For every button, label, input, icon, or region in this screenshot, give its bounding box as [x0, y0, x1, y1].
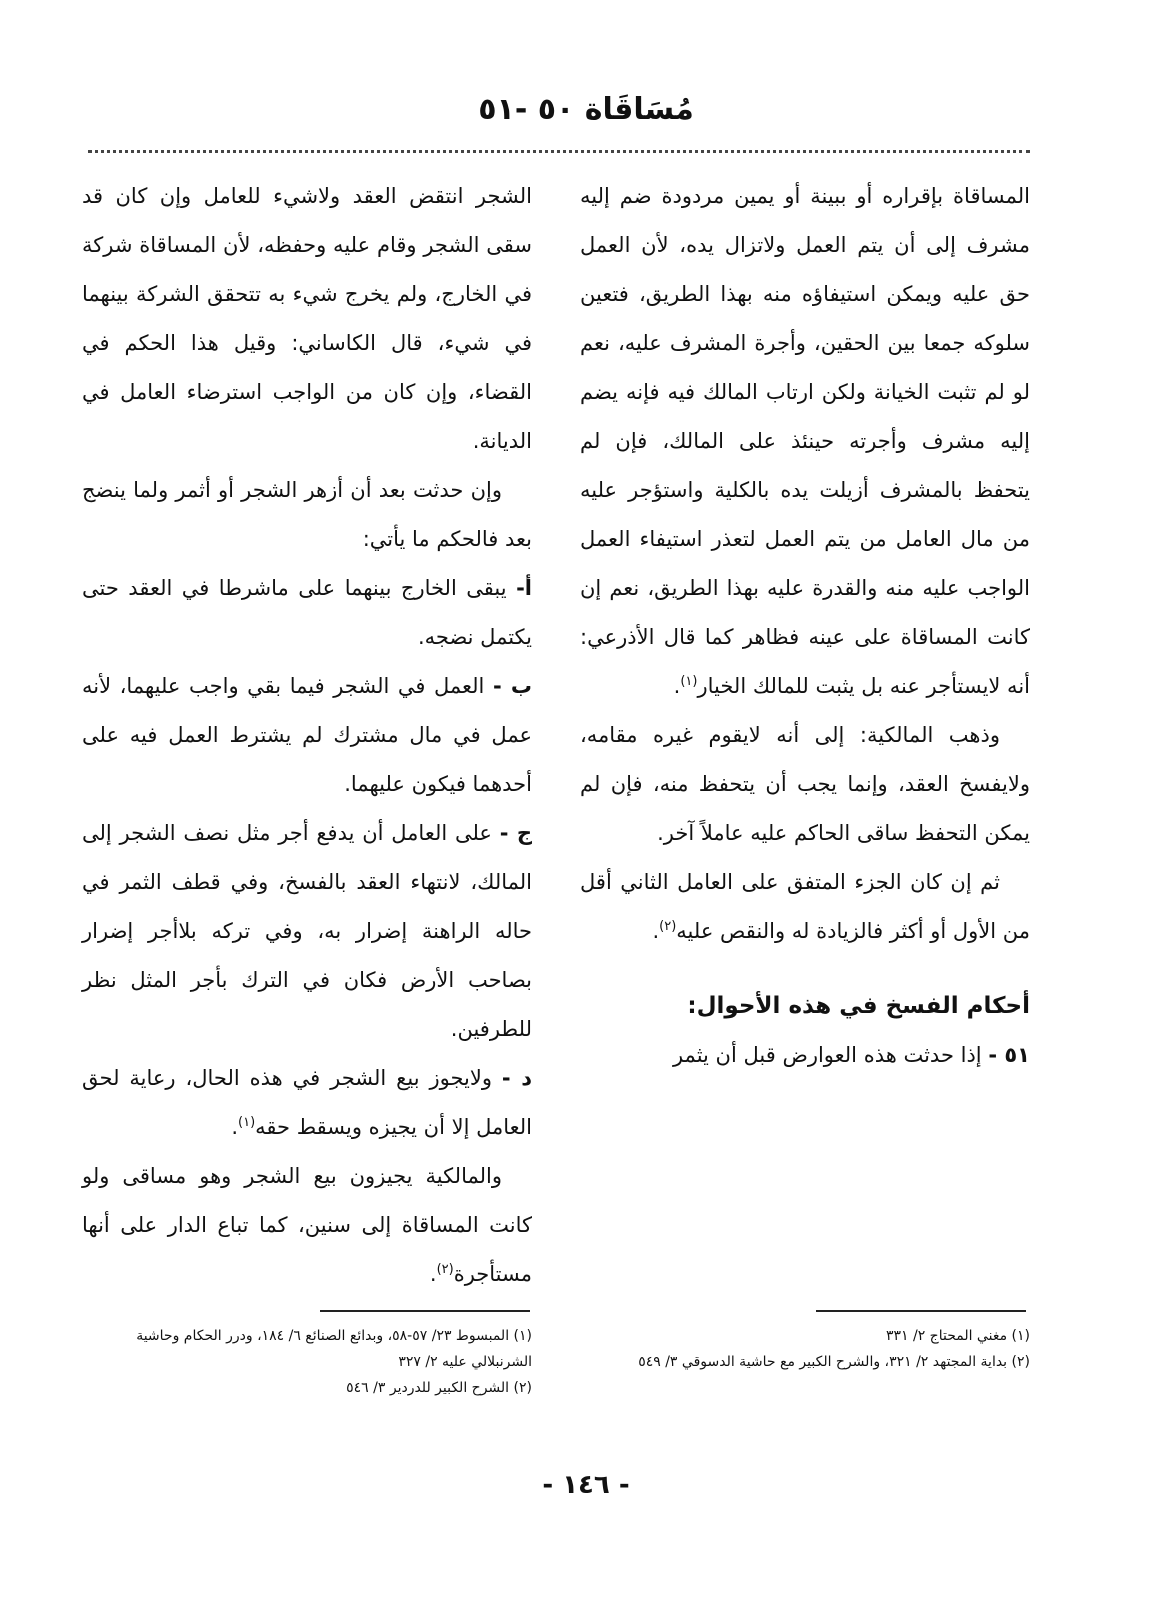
- item-text: العمل في الشجر فيما بقي واجب عليهما، لأنه عمل في مال مشترك لم يشترط العمل فيه على أحدهما فيكون عليهما.: [82, 674, 532, 796]
- left-column: [82, 172, 532, 1299]
- footnotes-right: [590, 1323, 1030, 1375]
- footnote: (٢) بداية المجتهد ٢/ ٣٢١، والشرح الكبير مع حاشية الدسوقي ٣/ ٥٤٩: [638, 1354, 1030, 1370]
- paragraph: وذهب المالكية: إلى أنه لايقوم غيره مقامه، ولايفسخ العقد، وإنما يجب أن يتحفظ منه، فإن لم يمكن التحفظ ساقى الحاكم عليه عاملاً آخر.: [580, 723, 1030, 845]
- footnote-rule: [816, 1310, 1026, 1312]
- paragraph: ثم إن كان الجزء المتفق على العامل الثاني أقل من الأول أو أكثر فالزيادة له والنقص عليه$^{(٢)}$.: [580, 870, 1030, 943]
- paragraph-text: والمالكية يجيزون بيع الشجر وهو مساقى ولو كانت المساقاة إلى سنين، كما تباع الدار على أنها مستأجرة: [82, 1164, 532, 1286]
- section-heading: أحكام الفسخ في هذه الأحوال:: [687, 993, 1030, 1019]
- item-number: ٥١ -: [988, 1043, 1030, 1067]
- item-text: على العامل أن يدفع أجر مثل نصف الشجر إلى المالك، لانتهاء العقد بالفسخ، وفي قطف الثمر في حاله الراهنة إضرار به، وفي تركه بلاأجر إضرار بصاحب الأرض فكان في الترك بأجر المثل نظر للطرفين.: [82, 821, 532, 1041]
- paragraph-text: ثم إن كان الجزء المتفق على العامل الثاني أقل من الأول أو أكثر فالزيادة له والنقص عليه: [580, 870, 1030, 943]
- list-item: [82, 662, 532, 809]
- page-number: - ١٤٦ -: [542, 1470, 630, 1500]
- item-text: ولايجوز بيع الشجر في هذه الحال، رعاية لحق العامل إلا أن يجيزه ويسقط حقه: [82, 1066, 532, 1139]
- footnote-marker: (٢): [436, 1262, 454, 1277]
- paragraph: المساقاة بإقراره أو ببينة أو يمين مردودة ضم إليه مشرف إلى أن يتم العمل ولاتزال يده، لأن العمل حق عليه ويمكن استيفاؤه منه بهذا الطريق، فتعين سلوكه جمعا بين الحقين، وأجرة المشرف عليه، نعم لو لم تثبت الخيانة ولكن ارتاب المالك فيه فإنه يضم إليه مشرف وأجرته حينئذ على المالك، فإن لم يتحفظ بالمشرف أزيلت يده بالكلية واستؤجر عليه من مال العامل من يتم العمل لتعذر استيفاء العمل الواجب عليه منه والقدرة عليه بهذا الطريق، نعم إن كانت المساقاة على عينه فظاهر كما قال الأذرعي: أنه لايستأجر عنه بل يثبت للمالك الخيار$^{(١)}$.: [580, 184, 1030, 698]
- footnotes-left: [82, 1323, 532, 1401]
- item-letter: ب -: [492, 674, 532, 698]
- list-item: د - ولايجوز بيع الشجر في هذه الحال، رعاية لحق العامل إلا أن يجيزه ويسقط حقه$^{(١)}$.: [82, 1066, 532, 1139]
- item-letter: أ-: [516, 576, 532, 600]
- item-letter: ج -: [499, 821, 532, 845]
- item-letter: د -: [501, 1066, 532, 1090]
- paragraph: والمالكية يجيزون بيع الشجر وهو مساقى ولو كانت المساقاة إلى سنين، كما تباع الدار على أنها مستأجرة$^{(٢)}$.: [82, 1164, 532, 1286]
- footnote-rule: [320, 1310, 530, 1312]
- paragraph: وإن حدثت بعد أن أزهر الشجر أو أثمر ولما ينضج بعد فالحكم ما يأتي:: [82, 478, 532, 551]
- list-item: [82, 564, 532, 662]
- page-title: مُسَاقَاة ٥٠ -٥١: [478, 92, 694, 127]
- right-column: [580, 172, 1030, 1080]
- paragraph-text: المساقاة بإقراره أو ببينة أو يمين مردودة ضم إليه مشرف إلى أن يتم العمل ولاتزال يده، لأن العمل حق عليه ويمكن استيفاؤه منه بهذا الطريق، فتعين سلوكه جمعا بين الحقين، وأجرة المشرف عليه، نعم لو لم تثبت الخيانة ولكن ارتاب المالك فيه فإنه يضم إليه مشرف وأجرته حينئذ على المالك، فإن لم يتحفظ بالمشرف أزيلت يده بالكلية واستؤجر عليه من مال العامل من يتم العمل لتعذر استيفاء العمل الواجب عليه منه والقدرة عليه بهذا الطريق، نعم إن كانت المساقاة على عينه فظاهر كما قال الأذرعي: أنه لايستأجر عنه بل يثبت للمالك الخيار: [580, 184, 1030, 698]
- paragraph: الشجر انتقض العقد ولاشيء للعامل وإن كان قد سقى الشجر وقام عليه وحفظه، لأن المساقاة شركة في الخارج، ولم يخرج شيء به تتحقق الشركة بينهما في شيء، قال الكاساني: وقيل هذا الحكم في القضاء، وإن كان من الواجب استرضاء العامل في الديانة.: [82, 184, 532, 453]
- footnote-marker: (١): [238, 1115, 256, 1130]
- item-51: [580, 1031, 1030, 1080]
- header-dotted-divider: [88, 150, 1030, 153]
- footnote-marker: (٢): [659, 919, 677, 934]
- item-text: إذا حدثت هذه العوارض قبل أن يثمر: [672, 1043, 982, 1067]
- footnote: (١) المبسوط ٢٣/ ٥٧-٥٨، وبدائع الصنائع ٦/ ١٨٤، ودرر الحكام وحاشية الشرنبلالي عليه ٢/ ٣٢٧: [136, 1328, 532, 1370]
- list-item: [82, 809, 532, 1054]
- footnote-marker: (١): [680, 674, 698, 689]
- item-text: يبقى الخارج بينهما على ماشرطا في العقد حتى يكتمل نضجه.: [82, 576, 532, 649]
- footnote: (٢) الشرح الكبير للدردير ٣/ ٥٤٦: [346, 1380, 532, 1396]
- footnote: (١) مغني المحتاج ٢/ ٣٣١: [885, 1328, 1030, 1344]
